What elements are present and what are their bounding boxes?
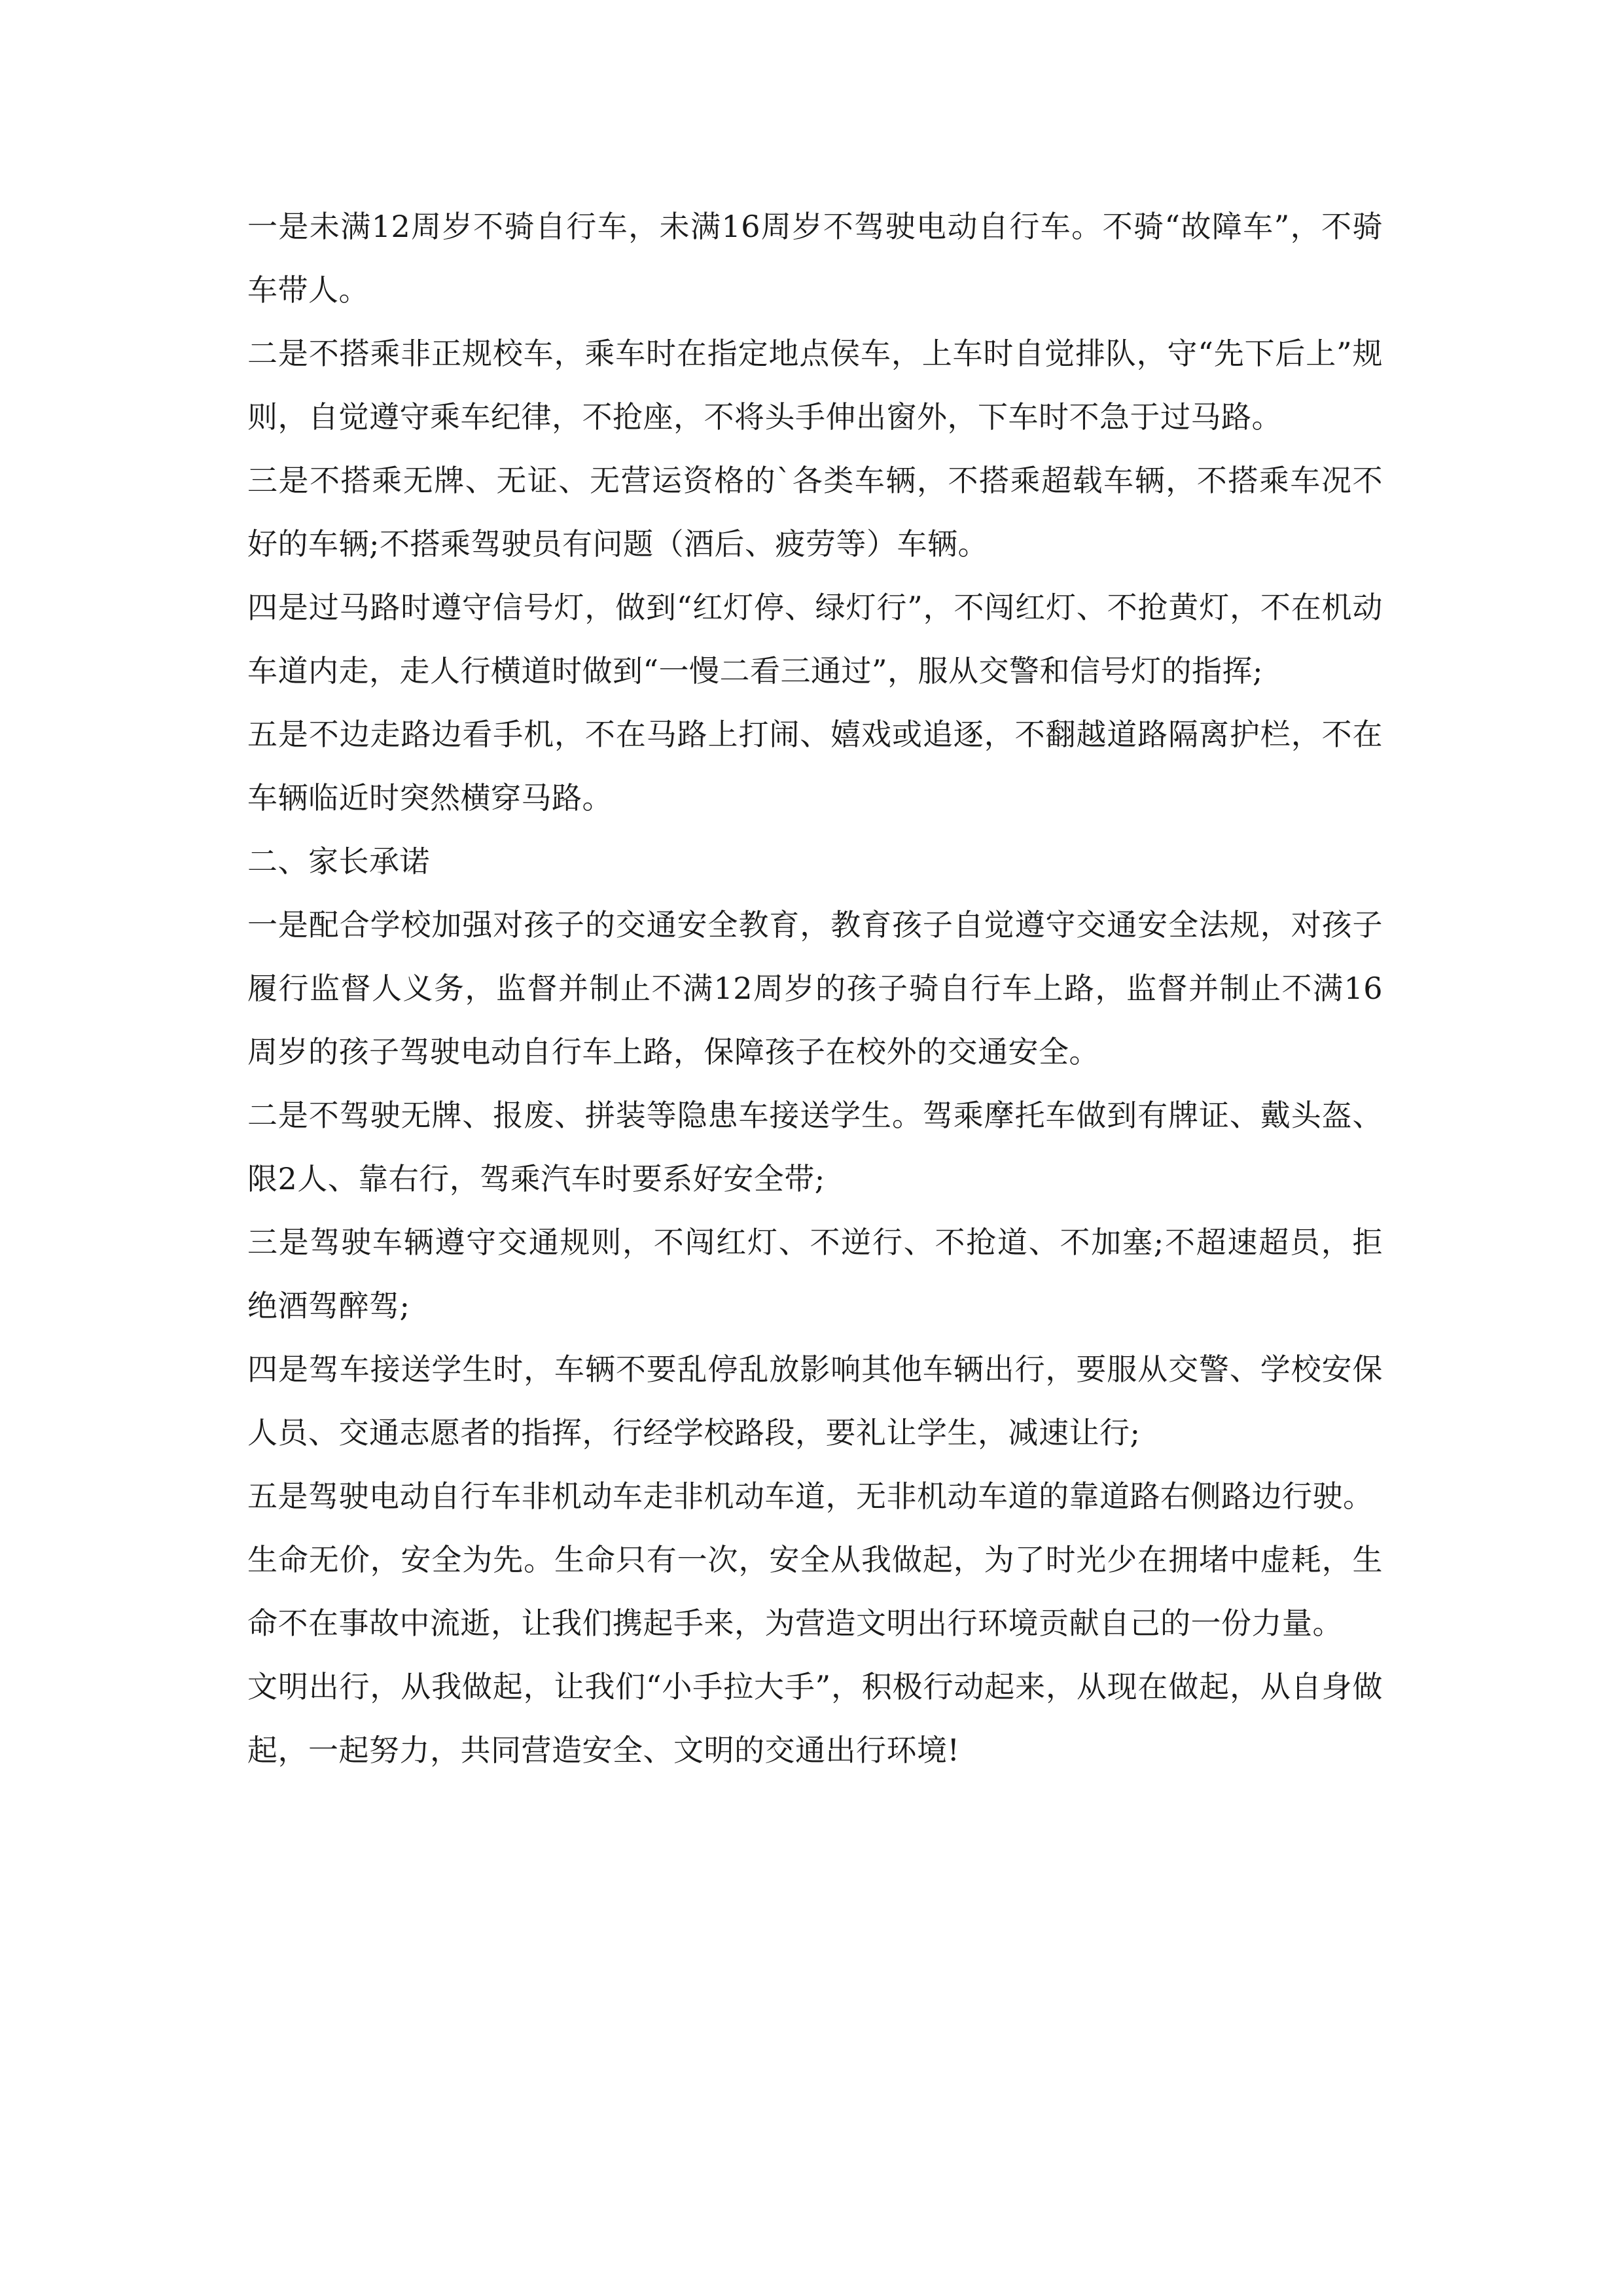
paragraph-closing-1: 生命无价，安全为先。生命只有一次，安全从我做起，为了时光少在拥堵中虚耗，生命不在事故中流逝，让我们携起手来，为营造文明出行环境贡献自己的一份力量。	[247, 1542, 1383, 1641]
section-heading-parent-pledge: 二、家长承诺	[247, 844, 430, 879]
paragraph-closing-2: 文明出行，从我做起，让我们“小手拉大手”，积极行动起来，从现在做起，从自身做起，一起努力，共同营造安全、文明的交通出行环境!	[247, 1669, 1383, 1768]
paragraph-parent-pledge-5: 五是驾驶电动自行车非机动车走非机动车道，无非机动车道的靠道路右侧路边行驶。	[247, 1479, 1374, 1514]
paragraph-parent-pledge-2: 二是不驾驶无牌、报废、拼装等隐患车接送学生。驾乘摩托车做到有牌证、戴头盔、限2人、靠右行，驾乘汽车时要系好安全带;	[247, 1098, 1383, 1196]
paragraph-student-pledge-5: 五是不边走路边看手机，不在马路上打闹、嬉戏或追逐，不翻越道路隔离护栏，不在车辆临近时突然横穿马路。	[247, 717, 1383, 816]
paragraph-parent-pledge-1: 一是配合学校加强对孩子的交通安全教育，教育孩子自觉遵守交通安全法规，对孩子履行监督人义务，监督并制止不满12周岁的孩子骑自行车上路，监督并制止不满16周岁的孩子驾驶电动自行车上路，保障孩子在校外的交通安全。	[247, 907, 1383, 1069]
paragraph-student-pledge-2: 二是不搭乘非正规校车，乘车时在指定地点侯车，上车时自觉排队，守“先下后上”规则，自觉遵守乘车纪律，不抢座，不将头手伸出窗外，下车时不急于过马路。	[247, 336, 1383, 435]
paragraph-parent-pledge-4: 四是驾车接送学生时，车辆不要乱停乱放影响其他车辆出行，要服从交警、学校安保人员、交通志愿者的指挥，行经学校路段，要礼让学生，减速让行;	[247, 1352, 1383, 1450]
document-page	[247, 195, 1383, 1782]
paragraph-parent-pledge-3: 三是驾驶车辆遵守交通规则，不闯红灯、不逆行、不抢道、不加塞;不超速超员，拒绝酒驾醉驾;	[247, 1225, 1383, 1323]
paragraph-student-pledge-1: 一是未满12周岁不骑自行车，未满16周岁不驾驶电动自行车。不骑“故障车”，不骑车带人。	[247, 209, 1383, 308]
paragraph-student-pledge-3: 三是不搭乘无牌、无证、无营运资格的`各类车辆，不搭乘超载车辆，不搭乘车况不好的车辆;不搭乘驾驶员有问题（酒后、疲劳等）车辆。	[247, 463, 1383, 562]
paragraph-student-pledge-4: 四是过马路时遵守信号灯，做到“红灯停、绿灯行”，不闯红灯、不抢黄灯，不在机动车道内走，走人行横道时做到“一慢二看三通过”，服从交警和信号灯的指挥;	[247, 590, 1383, 689]
